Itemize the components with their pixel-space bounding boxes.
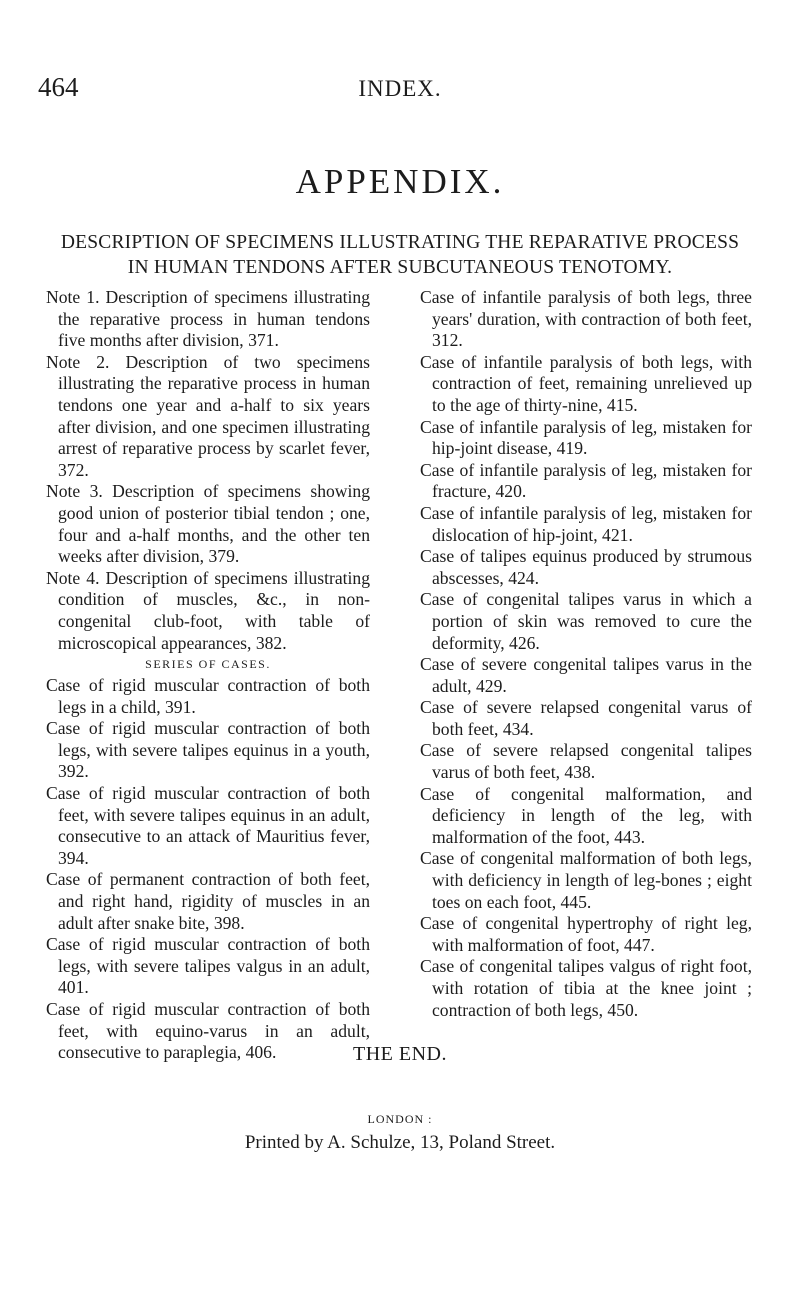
case-entry: Case of infantile paralysis of both legs, with contraction of feet, remaining unrelieved up to the age of thirty-nine, 415. (420, 351, 752, 415)
case-entry: Case of congenital malformation, and deficiency in length of the leg, with malformation of the foot, 443. (420, 783, 752, 847)
left-column (46, 287, 370, 1064)
case-entry: Case of infantile paralysis of leg, mistaken for fracture, 420. (420, 459, 752, 502)
note-entry: Note 2. Description of two specimens illustrating the reparative process in human tendons one year and a-half to six years after division, and one specimen illustrating arrest of reparative process by scarlet fever, 372. (46, 351, 370, 480)
case-entry: Case of rigid muscular contraction of both legs, with severe talipes equinus in a youth, 392. (46, 718, 370, 782)
case-entry: Case of rigid muscular contraction of both legs, with severe talipes valgus in an adult, 401. (46, 934, 370, 998)
case-entry: Case of permanent contraction of both feet, and right hand, rigidity of muscles in an adult after snake bite, 398. (46, 869, 370, 933)
case-entry: Case of congenital talipes valgus of right foot, with rotation of tibia at the knee joint ; contraction of both legs, 450. (420, 956, 752, 1020)
case-entry: Case of congenital hypertrophy of right leg, with malformation of foot, 447. (420, 913, 752, 955)
note-entry: Note 3. Description of specimens showing good union of posterior tibial tendon ; one, four and a-half months, and the other ten weeks after division, 379. (46, 481, 370, 567)
case-entry: Case of infantile paralysis of leg, mistaken for hip-joint disease, 419. (420, 416, 752, 459)
case-entry: Case of severe relapsed congenital varus of both feet, 434. (420, 697, 752, 739)
note-entry: Note 4. Description of specimens illustrating condition of muscles, &c., in non-congenital club-foot, with table of microscopical appearances, 382. (46, 567, 370, 653)
appendix-title: APPENDIX. (295, 162, 505, 201)
appendix-subtitle: DESCRIPTION OF SPECIMENS ILLUSTRATING THE REPARATIVE PROCESS IN HUMAN TENDONS AFTER SUBCUTANEOUS TENOTOMY. (60, 232, 740, 278)
case-entry: Case of severe congenital talipes varus in the adult, 429. (420, 654, 752, 696)
case-entry: Case of talipes equinus produced by strumous abscesses, 424. (420, 546, 752, 588)
case-entry: Case of rigid muscular contraction of both legs in a child, 391. (46, 675, 370, 717)
case-entry: Case of severe relapsed congenital talipes varus of both feet, 438. (420, 740, 752, 783)
note-entry: Note 1. Description of specimens illustrating the reparative process in human tendons five months after division, 371. (46, 287, 370, 351)
case-entry: Case of rigid muscular contraction of both feet, with severe talipes equinus in an adult, consecutive to an attack of Mauritius fever, 394. (46, 783, 370, 868)
case-entry: Case of congenital malformation of both legs, with deficiency in length of leg-bones ; eight toes on each foot, 445. (420, 848, 752, 912)
series-heading: SERIES OF CASES. (145, 657, 271, 672)
case-entry: Case of infantile paralysis of both legs, three years' duration, with contraction of both feet, 312. (420, 287, 752, 351)
running-head: INDEX. (358, 76, 442, 101)
imprint-printer: Printed by A. Schulze, 13, Poland Street. (244, 1132, 556, 1153)
right-column (420, 287, 752, 1021)
case-entry: Case of rigid muscular contraction of both feet, with equino-varus in an adult, consecutive to paraplegia, 406. (46, 999, 370, 1063)
case-entry: Case of congenital talipes varus in which a portion of skin was removed to cure the deformity, 426. (420, 589, 752, 653)
the-end: THE END. (353, 1043, 447, 1065)
page-number: 464 (38, 72, 79, 102)
case-entry: Case of infantile paralysis of leg, mistaken for dislocation of hip-joint, 421. (420, 502, 752, 545)
imprint-city: LONDON : (367, 1112, 433, 1126)
